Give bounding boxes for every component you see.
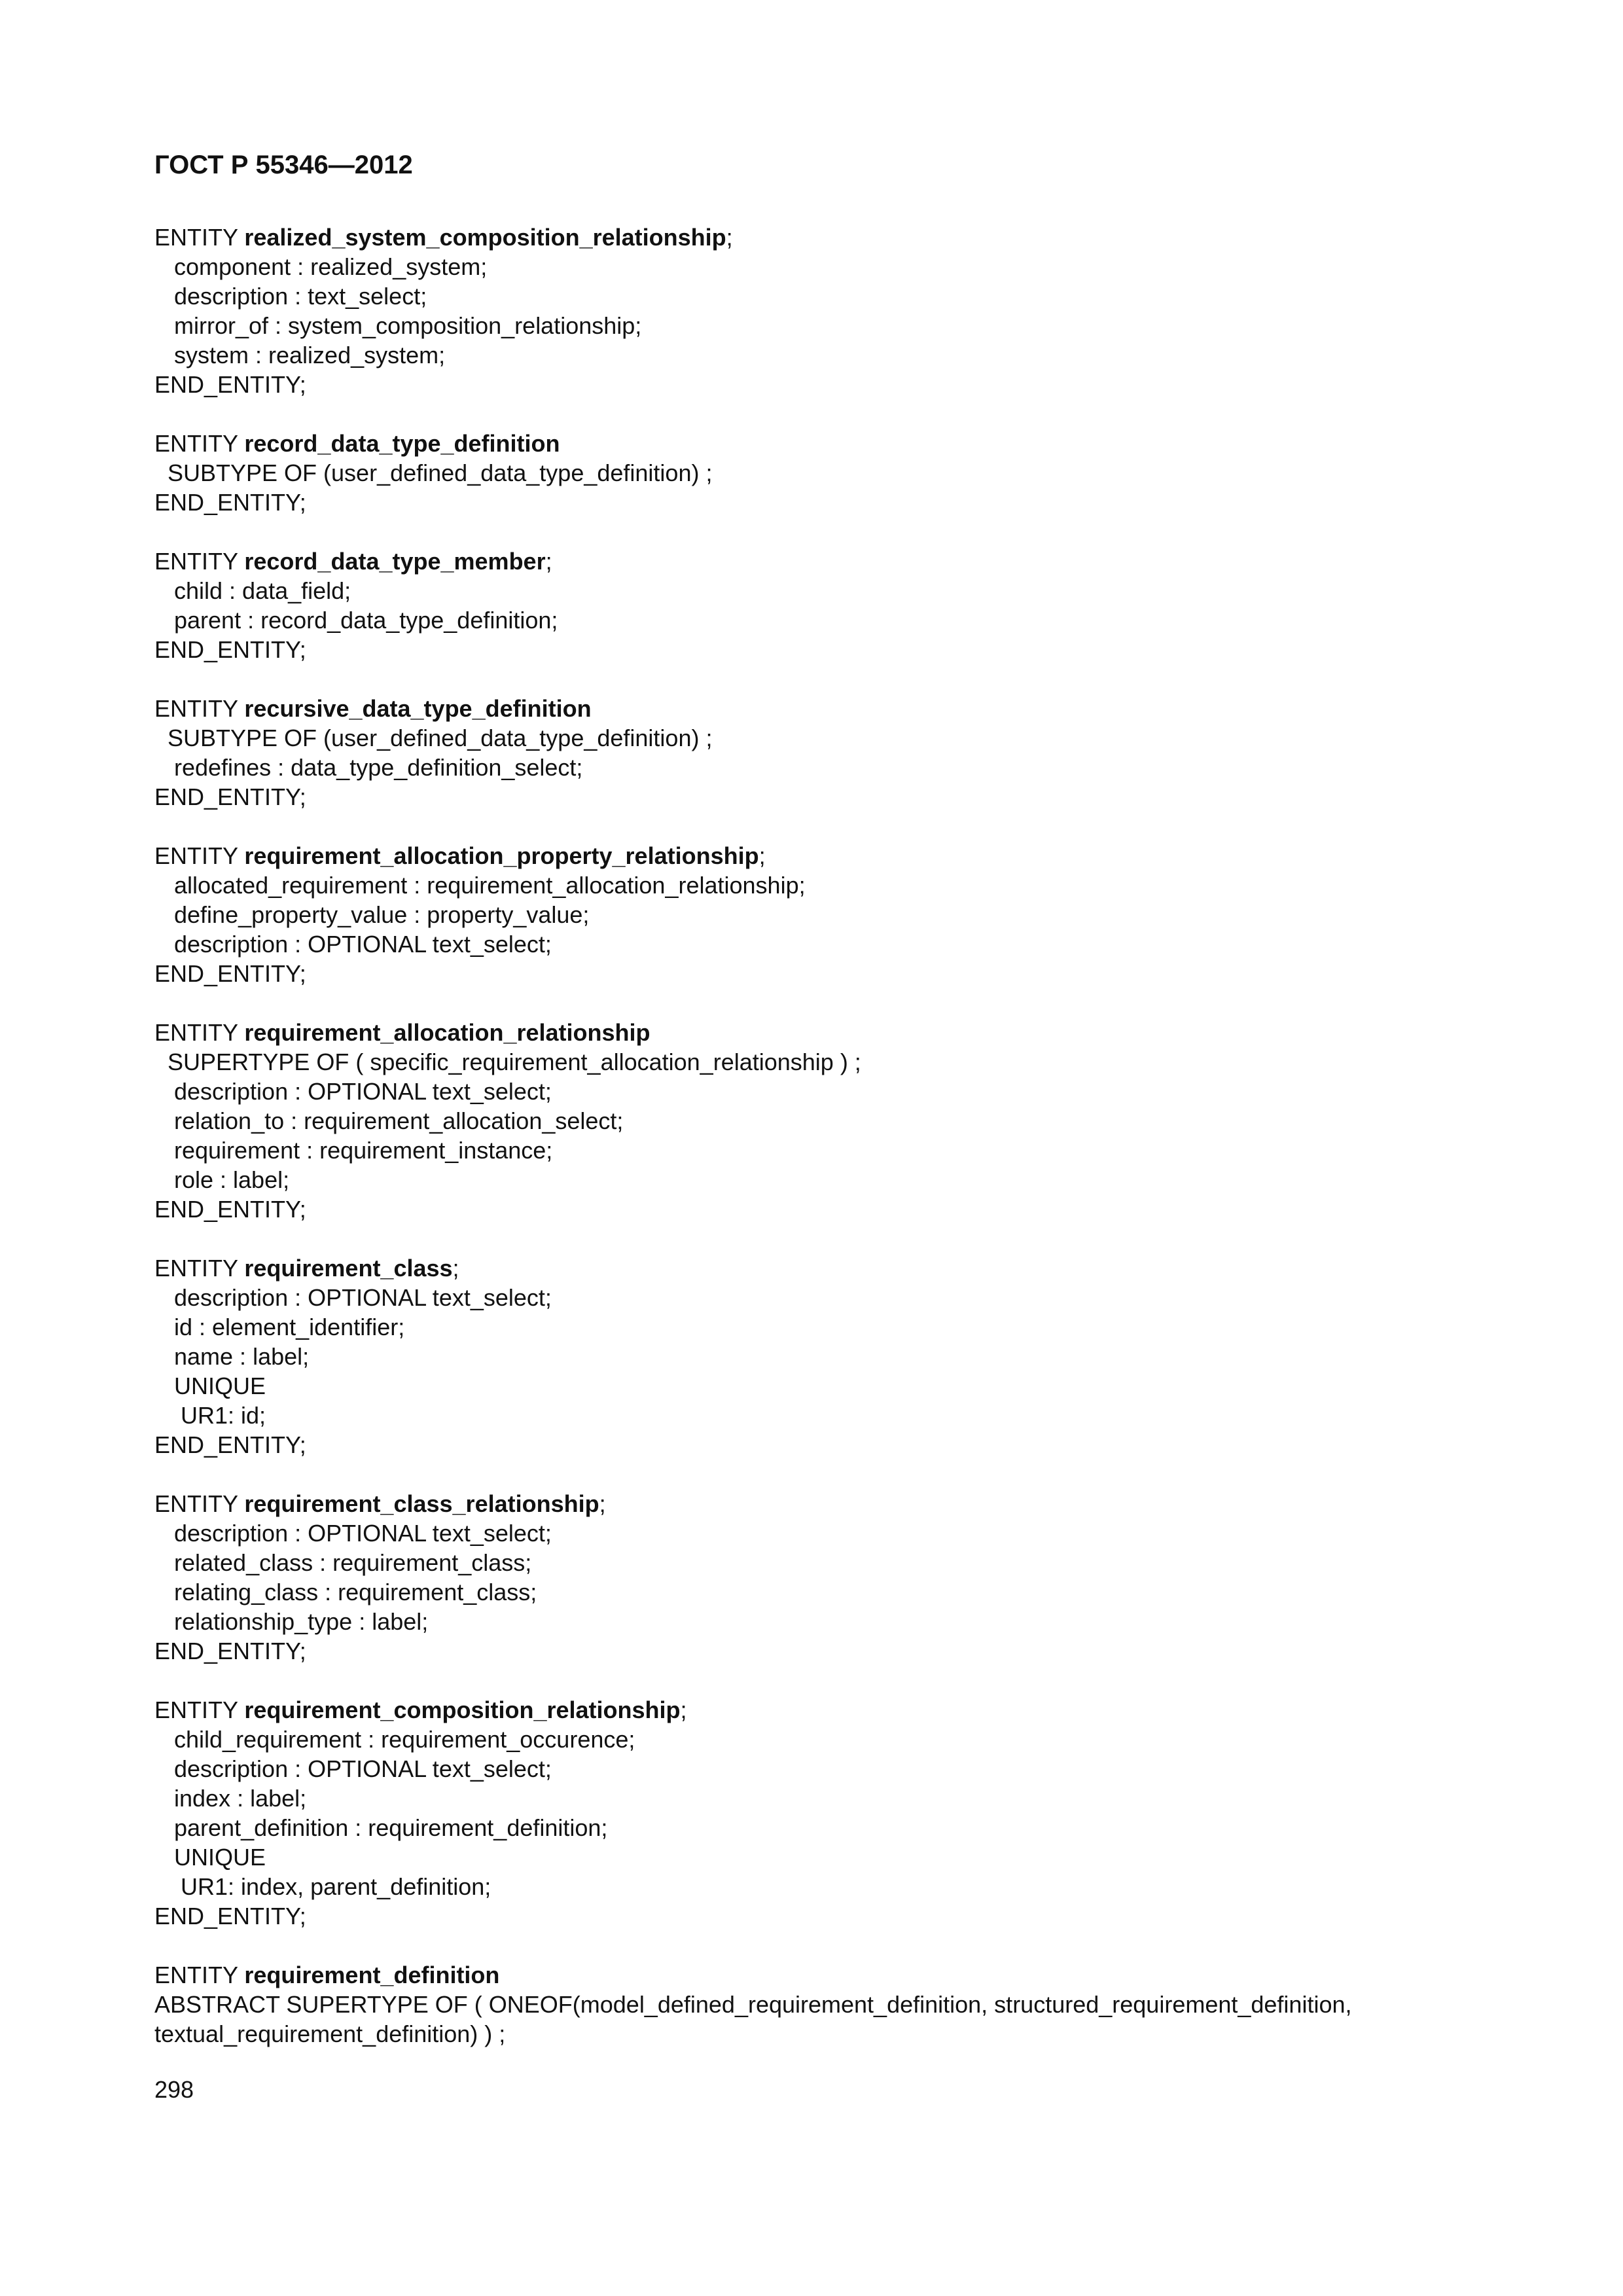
entity-block (154, 1489, 1476, 1666)
entity-block (154, 547, 1476, 664)
end-entity: END_ENTITY; (154, 1431, 306, 1458)
entity-keyword: ENTITY (154, 1696, 238, 1723)
entity-heading (154, 429, 1476, 458)
attribute-line: mirror_of : system_composition_relationship; (154, 312, 642, 339)
end-entity: END_ENTITY; (154, 1638, 306, 1664)
entity-terminator: ; (599, 1490, 606, 1517)
attribute-line: description : OPTIONAL text_select; (154, 1520, 552, 1547)
attribute-line: relation_to : requirement_allocation_select; (154, 1107, 624, 1134)
entity-heading (154, 1489, 1476, 1518)
attribute-line: allocated_requirement : requirement_allocation_relationship; (154, 872, 806, 899)
express-listing (154, 223, 1476, 2049)
attribute-line: child : data_field; (154, 577, 351, 604)
entity-heading (154, 223, 1476, 252)
entity-terminator: ; (726, 224, 733, 251)
entity-heading (154, 1960, 1476, 1990)
attribute-line: UR1: id; (154, 1402, 266, 1429)
entity-name: requirement_composition_relationship (244, 1696, 681, 1723)
entity-name: record_data_type_definition (244, 430, 560, 457)
attribute-line: description : OPTIONAL text_select; (154, 931, 552, 958)
end-entity: END_ENTITY; (154, 960, 306, 987)
entity-keyword: ENTITY (154, 1019, 238, 1046)
attribute-line: system : realized_system; (154, 342, 446, 368)
supertype-line: ABSTRACT SUPERTYPE OF ( ONEOF(model_defined_requirement_definition, structured_requirement_definition, textual_requirement_definition) ) ; (154, 1991, 1352, 2047)
entity-keyword: ENTITY (154, 1255, 238, 1282)
entity-name: requirement_allocation_property_relationship (244, 842, 759, 869)
entity-name: requirement_class_relationship (244, 1490, 599, 1517)
end-entity: END_ENTITY; (154, 1196, 306, 1223)
entity-heading (154, 694, 1476, 723)
entity-heading (154, 1018, 1476, 1047)
end-entity: END_ENTITY; (154, 371, 306, 398)
attribute-line: component : realized_system; (154, 253, 488, 280)
entity-heading (154, 1695, 1476, 1725)
entity-terminator: ; (680, 1696, 687, 1723)
entity-block (154, 1960, 1476, 2049)
attribute-line: SUBTYPE OF (user_defined_data_type_definition) ; (154, 459, 713, 486)
attribute-line: child_requirement : requirement_occurence; (154, 1726, 635, 1753)
entity-terminator: ; (545, 548, 552, 575)
entity-keyword: ENTITY (154, 1962, 238, 1988)
page-number: 298 (154, 2076, 194, 2103)
attribute-line: SUPERTYPE OF ( specific_requirement_allocation_relationship ) ; (154, 1049, 861, 1075)
entity-name: recursive_data_type_definition (244, 695, 592, 722)
attribute-line: SUBTYPE OF (user_defined_data_type_definition) ; (154, 725, 713, 751)
entity-keyword: ENTITY (154, 695, 238, 722)
attribute-line: related_class : requirement_class; (154, 1549, 532, 1576)
attribute-line: UR1: index, parent_definition; (154, 1873, 491, 1900)
entity-block (154, 1695, 1476, 1931)
attribute-line: parent_definition : requirement_definition; (154, 1814, 608, 1841)
end-entity: END_ENTITY; (154, 783, 306, 810)
entity-block (154, 841, 1476, 988)
entity-name: realized_system_composition_relationship (244, 224, 726, 251)
attribute-line: description : OPTIONAL text_select; (154, 1284, 552, 1311)
entity-name: requirement_class (244, 1255, 453, 1282)
end-entity: END_ENTITY; (154, 1903, 306, 1929)
end-entity: END_ENTITY; (154, 636, 306, 663)
attribute-line: redefines : data_type_definition_select; (154, 754, 583, 781)
entity-heading (154, 547, 1476, 576)
entity-keyword: ENTITY (154, 430, 238, 457)
entity-block (154, 223, 1476, 399)
attribute-line: role : label; (154, 1166, 290, 1193)
document-header: ГОСТ Р 55346—2012 (154, 151, 413, 179)
entity-name: requirement_allocation_relationship (244, 1019, 651, 1046)
entity-keyword: ENTITY (154, 1490, 238, 1517)
entity-block (154, 429, 1476, 517)
attribute-line: index : label; (154, 1785, 307, 1812)
attribute-line: relationship_type : label; (154, 1608, 429, 1635)
attribute-line: UNIQUE (154, 1372, 266, 1399)
entity-keyword: ENTITY (154, 842, 238, 869)
attribute-line: description : OPTIONAL text_select; (154, 1078, 552, 1105)
attribute-line: relating_class : requirement_class; (154, 1579, 537, 1605)
attribute-line: name : label; (154, 1343, 310, 1370)
attribute-line: parent : record_data_type_definition; (154, 607, 558, 634)
entity-name: record_data_type_member (244, 548, 546, 575)
entity-block (154, 694, 1476, 812)
entity-keyword: ENTITY (154, 548, 238, 575)
entity-heading (154, 841, 1476, 870)
entity-terminator: ; (758, 842, 766, 869)
entity-terminator: ; (452, 1255, 459, 1282)
attribute-line: description : OPTIONAL text_select; (154, 1755, 552, 1782)
attribute-line: requirement : requirement_instance; (154, 1137, 553, 1164)
entity-keyword: ENTITY (154, 224, 238, 251)
entity-name: requirement_definition (244, 1962, 500, 1988)
attribute-line: description : text_select; (154, 283, 427, 310)
entity-heading (154, 1253, 1476, 1283)
entity-block (154, 1018, 1476, 1224)
end-entity: END_ENTITY; (154, 489, 306, 516)
attribute-line: UNIQUE (154, 1844, 266, 1871)
attribute-line: define_property_value : property_value; (154, 901, 590, 928)
entity-block (154, 1253, 1476, 1460)
attribute-line: id : element_identifier; (154, 1314, 405, 1340)
